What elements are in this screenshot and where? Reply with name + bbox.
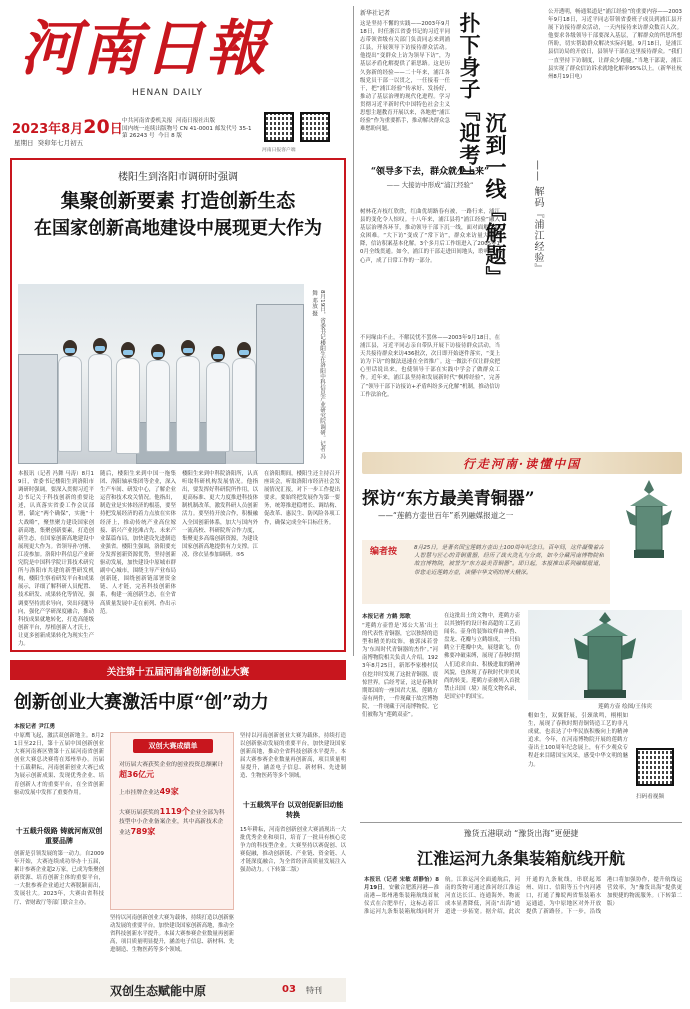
culture-img-caption: 莲鹤方壶 绘图/王伟宾 <box>598 704 653 710</box>
vertical-subhead: —— 解码『浦江经验』 <box>532 160 543 275</box>
innovation-col2b: 坚持以河南创新创业大赛为载体，持续打造以创新驱动发展的重要平台，加快建设国家创新高地，推动全省科技创新水平提升。本届大赛参赛企业数量再创新高，项目质量明显提升，涵盖电子信息、新材料、先进制造、生物医药等多个领域。 <box>240 733 346 780</box>
puijang-col4: 公开透明，畅通渠道是“浦江经验”的重要内容——2003年9月18日，习近平同志带领省委班子成员到浦江县开展下访接待群众活动，一天内接待来访群众数百人次。他要求各级领导干部要深入基层，了解群众的所思所想所盼，切实帮助群众解决实际问题。9月18日，是浦江县信访局的开放日，县领导干部在这里接待群众。“我们一直坚持下访制度，让群众少跑腿。”当地干部说，浦江县实现了群众信访诉求就地化解率95%以上。（新华社杭州8月19日电） <box>548 9 682 80</box>
weekday: 星期日 癸卯年七月初五 <box>14 139 84 147</box>
vertical-headline-2: 沉到一线『解题』 <box>483 112 508 288</box>
vertical-headline <box>456 12 510 312</box>
app-qr-code-2[interactable] <box>300 112 330 142</box>
culture-vessel-photo <box>528 610 682 700</box>
lead-story <box>10 158 346 652</box>
innovation-col3: 15年耕耘，河南省创新创业大赛涌现出一大批优秀企业和项目，培育了一批具有核心竞争力的科技型企业。大赛坚持以赛促创、以赛促融，推动创新链、产业链、资金链、人才链深度融合，为全省经济高质量发展注入强劲动力。（下转第二版） <box>240 827 346 874</box>
culture-headline: 探访“东方最美青铜器” <box>362 489 535 509</box>
innovation-footer <box>10 978 346 1002</box>
lead-photo <box>18 284 304 464</box>
lead-photo-caption: 8月19日，省委书记楼阳生在洛阳中科信息产业研究院调研。记者 冯舞 邓放 摄 <box>311 290 325 460</box>
stat-item-1: 对历届大赛获奖企业的创业投资总额累计超36亿元 <box>119 762 224 779</box>
innovation-footer-tag: 特刊 <box>306 986 322 995</box>
culture-banner-title: 行走河南·读懂中国 <box>462 457 582 471</box>
quote-subtitle: —— 大接访中形成“浦江经验” <box>386 181 474 189</box>
culture-video-qr[interactable] <box>636 748 674 786</box>
innovation-col1: 中原鹰飞起，激活双创新地主。8月21日至22日，第十五届中国创新创业大赛河南赛区暨第十五届河南省创新创业大赛总决赛将在郑州举办。历届十五载耕耘，河南创新创业大赛已成为展示创新成果、发现优秀企业、培育创新人才的重要平台，在全省创新驱动发展中发挥了重要作用。 <box>14 733 104 796</box>
canal-kicker: 豫货五港联动 “豫货出海”更便捷 <box>463 829 579 838</box>
quote-title: “领导多下去，群众就少上来” <box>370 167 490 177</box>
culture-illustration <box>616 476 682 564</box>
editor-note-box <box>362 540 610 604</box>
stat-item-3: 大赛历届获奖的1119个企业全部为科技型中小企业备案企业，其中高新技术企业达789家 <box>119 807 225 836</box>
culture-byline: 本报记者 方鹤 郑歌 <box>362 614 411 620</box>
lead-headline-1: 集聚创新要素 打造创新生态 <box>60 190 296 212</box>
section-label: 新华社记者 <box>360 10 391 17</box>
app-qr-code[interactable] <box>264 112 294 142</box>
stats-title: 双创大赛成绩单 <box>133 739 213 753</box>
innovation-col1b: 创新是引领发展的第一动力。自2009年开始，大赛连续成功举办十五届，累计参赛企业超2万家，已成为集聚创新资源、培育创新主体的重要平台，一大批参赛企业通过大赛脱颖而出，发展壮大。2023年，大赛由省科技厅、省财政厅等部门联合主办。 <box>14 851 104 906</box>
innovation-col2: 坚持以河南创新创业大赛为载体，持续打造以创新驱动发展的重要平台，加快建设国家创新高地，推动全省科技创新水平提升。本届大赛参赛企业数量再创新高，项目质量明显提升，涵盖电子信息、新材料、先进制造、生物医药等多个领域。 <box>110 915 234 954</box>
masthead-pinyin: HENAN DAILY <box>132 88 203 98</box>
innovation-sub2: 十五载筑平台 以双创促新旧动能转换 <box>242 801 344 819</box>
masthead <box>0 0 348 160</box>
culture-side-text: 帽如生，双翼舒展，引颈欲鸣，栩栩如生，展现了春秋时期青铜铸造工艺的非凡成就，也表达了中华民族积极向上的精神追求。今年，在河南博物院开展的莲鹤方壶出土100周年纪念展上，有不少观众专程赶来目睹国宝风采，感受中华文明的魅力。 <box>528 713 628 768</box>
culture-subhead: ——“莲鹤方壶世百年”系列融媒报道之一 <box>378 511 514 520</box>
lianhe-fanghu-icon <box>528 610 682 700</box>
innovation-banner <box>10 660 346 680</box>
innovation-byline: 本报记者 尹江勇 <box>14 724 56 730</box>
innovation-footer-title: 双创生态赋能中原 <box>110 984 207 998</box>
puijang-col1: 这是坚持不懈的实践——2003年9月18日，时任浙江省委书记的习近平同志带领省级有关部门负责同志来到浦江县，开展领导下访接待群众活动。他提出“变群众上访为领导下访”，为基层矛盾化解提供了新思路。这是历久弥新的经验——二十年来，浦江各级党员干部一以贯之，一任接着一任干，把“浦江经验”传承好、发扬好，推动了基层治理的现代化进程。学习贯彻习近平新时代中国特色社会主义思想主题教育开展以来，各地把“浦江经验”作为重要抓手，推动解决群众急难愁盼问题。 <box>360 21 450 133</box>
bronze-vessel-icon <box>616 476 682 564</box>
lead-headline-2: 在国家创新高地建设中展现更大作为 <box>34 218 322 239</box>
date-year: 2023年8月20日 <box>12 116 123 138</box>
stats-box <box>110 732 234 910</box>
innovation-footer-page: 03 <box>282 984 296 995</box>
qr-caption: 河南日报客户端 <box>262 148 296 153</box>
stat-item-2: 上市挂牌企业达49家 <box>119 787 179 796</box>
canal-body: 本报讯（记者 宋敏 胡静怡）8月19日，安徽合肥派河港—淮南港—郑州港集装箱航线首航仪式在合肥举行，这标志着江淮运河九条集装箱航线同时开航。江淮运河全面通航后，河南的货物可通过淮河经江淮运河直达长江、连通海外，物流成本显著降低，河南“出海”通道进一步拓宽。据介绍，此次开通的九条航线，串联起郑州、周口、信阳等五个内河港口，打通了豫皖两省集装箱水运通道，为中原地区对外开放提供了新路径。下一步，沿线港口将加强协作，提升航线运营效率，为“豫货出海”提供更加便捷的物流服务。（下转第二版） <box>364 877 682 916</box>
vertical-headline-1: 扑下身子『迎考』 <box>457 12 482 188</box>
culture-col2: 在这批出土的文物中，莲鹤方壶以其独特的设计和高超的工艺而闻名。壶身的装饰纹样由神兽、盘龙、花瓣与立鹤组成，一只仙鹤立于莲瓣中央，展翅欲飞，仿佛要冲破束缚，展现了春秋时期人们追求自由、积极进取的精神风貌，也体现了春秋时代审美风尚的转变。莲鹤方壶被列入首批禁止出国（境）展览文物名录，是国宝中的国宝。 <box>444 613 520 700</box>
publisher-info: 中共河南省委机关报 河南日报社出版 国内统一连续出版物号 CN 41-0001 邮发代号 35-1 第 26243 号 今日 8 版 <box>122 118 252 140</box>
innovation-headline: 创新创业大赛激活中原“创”动力 <box>14 692 269 713</box>
masthead-title: 河南日報 <box>20 14 268 84</box>
lead-body-col4: 在洛阳期间，楼阳生还主持召开座谈会，听取洛阳市经济社会发展情况汇报，对下一步工作提出要求。要始终把发展作为第一要务，统筹推进稳增长、调结构、促改革、惠民生、防风险各项工作，确保完成全年目标任务。 <box>264 471 340 526</box>
lead-body-col1: 本报讯（记者 冯舞 马涛）8月19日，省委书记楼阳生到洛阳市调研时强调，要深入贯彻习近平总书记关于科技创新的重要论述，认真落实省委工作会议部署，锚定“两个确保”，实施“十大战略”，聚焦聚力建设国家创新高地，集聚创新要素，打造创新生态，在国家创新高地建设中展现更大作为。省领导孙守刚、江凌参加。洛阳中科信息产业研究院是中国科学院计算技术研究所与洛阳市共建的新型研发机构，楼阳生察看研发平台和成果展示，详细了解科研人员配置、技术研发、成果转化等情况，强调要坚持需求导向，突出问题导向，强化产学研深度融合，推动科技成果就地转化，打造高能级创新平台，厚植创新人才沃土，让更多创新成果转化为现实生产力。 <box>18 471 94 647</box>
culture-col1: “莲鹤方壶曾是‘郑公大墓’出土的代表性青铜器，它以独特的造型和精美的纹饰，被郭沫若誉为‘东周时代青铜器的杰作’。”河南博物院相关负责人介绍。1923年8月25日，新郑李家楼村民在挖井时发现了这批青铜器，震惊世界。后经考证，这是春秋时期郑国的一座国君大墓。莲鹤方壶有两件，一件现藏于故宫博物院，一件现藏于河南博物院，它们被称为“莲鹤双壶”。 <box>362 623 438 719</box>
puijang-col3: 不问缘由不止，不解民忧不罢休——2003年9月18日，在浦江县，习近平同志亲自带队开展下访接待群众活动，当天共接待群众来访436批次，次日即开始逐件落实，“变上访为下访”的做法迅速在全省推广。这一做法不仅让群众把心里话说出来，也使领导干部在实践中学会了做群众工作。近年来，浦江县坚持和发展新时代“枫桥经验”，完善了“领导干部下访接访+矛盾纠纷多元化解”机制，推动信访工作法治化。 <box>360 335 500 398</box>
lead-body-col2: 随后，楼阳生来到中国一拖集团、洛阳轴承集团等企业，深入生产车间、研发中心，了解企业运营和技术攻关情况。他指出，制造业是实体经济的根基，要坚持把发展经济的着力点放在实体经济上，推动传统产业高位嫁接、新兴产业抢滩占先、未来产业谋篇布局，加快建设先进制造业强省。楼阳生强调，洛阳要充分发挥创新资源优势，坚持创新驱动发展，加快建设中原城市群副中心城市，围绕主导产业布局创新链，围绕创新链部署资金链、人才链，完善科技创新体系，构建一流创新生态，在全省高质量发展中走在前列、作出示范。 <box>100 471 176 615</box>
culture-banner <box>362 452 682 474</box>
editor-note-label: 编者按 <box>370 547 398 557</box>
culture-qr-caption: 扫码看视频 <box>636 794 664 800</box>
canal-headline: 江淮运河九条集装箱航线开航 <box>416 849 625 868</box>
editor-note-text: 8月25日，是著名国宝莲鹤方壶出土100周年纪念日。百年间，这件凝聚着古人智慧与匠心的青铜重器，经历了战火洗礼与分离，如今分藏河南博物院和故宫博物院，被誉为“东方最美青铜器”。即日起，本报推出系列融媒报道，带您走近莲鹤方壶，读懂中华文明的博大精深。 <box>414 545 604 576</box>
innovation-sub1: 十五载升级路 铸就河南双创重要品牌 <box>15 827 103 845</box>
lead-kicker: 楼阳生到洛阳市调研时强调 <box>118 172 238 183</box>
innovation-banner-title: 关注第十五届河南省创新创业大赛 <box>106 667 250 678</box>
puijang-col2: 树林花卉枝红欣欣，红曲优胡路春有被，一路行来，浦江县的变化令人惊叹。十八年来，浦江县将“浦江经验”融入基层治理各环节，推动领导干部下沉一线，面对面解决群众困难。“大下访”变成了“常下访”，群众来访量大幅下降，信访积案基本化解。3个多月后工作组进入了2005年10月全线贯通。如今，浦江的干部走进田间地头，聆听群众心声，成了日常工作的一部分。 <box>360 209 500 264</box>
lead-body-col3: 楼阳生来到中科院洛阳所，认真听取科研机构发展情况。他指出，要发挥好科研院所作用，以更高标准、更大力度推进科技体制机制改革，激发科研人员创新活力。要坚持开放合作，积极融入全国创新体系，加大与国内外一流高校、科研院所合作力度，集聚更多高端创新资源，为建设国家创新高地提供有力支撑。江凌、徐衣显参加调研。⑤5 <box>182 471 258 558</box>
